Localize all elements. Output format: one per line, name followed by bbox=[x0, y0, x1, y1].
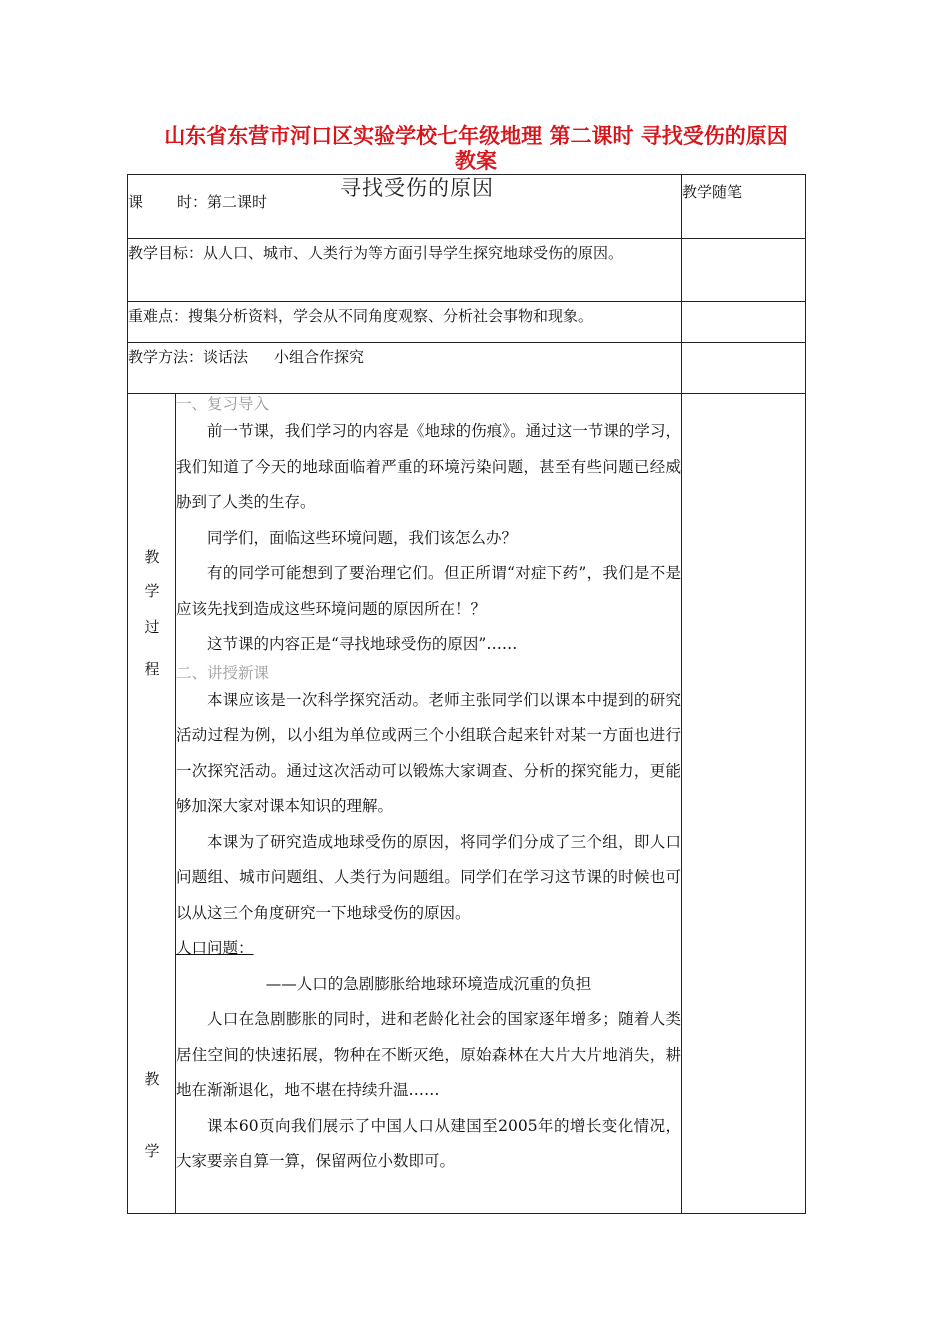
notes-column bbox=[682, 394, 806, 1214]
teaching-method-label: 教学方法：谈话法 bbox=[128, 348, 249, 366]
paragraph: 前一节课，我们学习的内容是《地球的伤痕》。通过这一节课的学习，我们知道了今天的地球面临着严重的环境污染问题，甚至有些问题已经威胁到了人类的生存。 bbox=[176, 422, 682, 511]
teaching-objective: 教学目标：从人口、城市、人类行为等方面引导学生探究地球受伤的原因。 bbox=[128, 244, 624, 262]
key-points-row bbox=[128, 302, 806, 343]
method-row bbox=[128, 343, 806, 394]
side-char: 教 bbox=[144, 1070, 160, 1088]
paragraph: 本课为了研究造成地球受伤的原因，将同学们分成了三个组，即人口问题组、城市问题组、人类行为问题组。同学们在学习这节课的时候也可以从这三个角度研究一下地球受伤的原因。 bbox=[176, 832, 682, 922]
key-points: 重难点：搜集分析资料，学会从不同角度观察、分析社会事物和现象。 bbox=[128, 307, 594, 325]
lesson-content bbox=[176, 394, 682, 1214]
period-value: ：第二课时 bbox=[192, 193, 268, 211]
process-row bbox=[128, 394, 806, 1214]
side-char: 学 bbox=[144, 582, 160, 600]
notes-header: 教学随笔 bbox=[682, 183, 743, 201]
paragraph: 有的同学可能想到了要治理它们。但正所谓“对症下药”，我们是不是应该先找到造成这些环境问题的原因所在！？ bbox=[176, 564, 682, 618]
side-char: 过 bbox=[144, 618, 160, 636]
period-label: 课 bbox=[128, 193, 144, 211]
paragraph: 人口在急剧膨胀的同时，进和老龄化社会的国家逐年增多；随着人类居住空间的快速拓展，物种在不断灭绝，原始森林在大片大片地消失，耕地在渐渐退化，地不堪在持续升温…… bbox=[176, 1010, 682, 1099]
subtitle-overlay: 寻找受伤的原因 bbox=[340, 176, 494, 200]
lesson-plan-table bbox=[127, 174, 806, 1214]
side-char: 学 bbox=[144, 1142, 160, 1160]
side-char: 程 bbox=[144, 660, 160, 678]
population-heading bbox=[176, 931, 681, 967]
paragraph: 课本60页向我们展示了中国人口从建国至2005年的增长变化情况，大家要亲自算一算，保留两位小数即可。 bbox=[176, 1116, 682, 1170]
objective-row bbox=[128, 239, 806, 302]
section-heading: 二、讲授新课 bbox=[176, 663, 270, 682]
teaching-method-value: 小组合作探究 bbox=[274, 348, 365, 366]
paragraph: 这节课的内容正是“寻找地球受伤的原因”…… bbox=[207, 635, 518, 653]
population-subheading: ——人口的急剧膨胀给地球环境造成沉重的负担 bbox=[265, 974, 592, 993]
period-label-b: 时 bbox=[177, 193, 193, 211]
side-label-column bbox=[128, 394, 176, 1214]
document-title-line1: 山东省东营市河口区实验学校七年级地理 第二课时 寻找受伤的原因 bbox=[164, 124, 788, 148]
document-title-line2: 教案 bbox=[455, 149, 497, 173]
side-char: 教 bbox=[144, 548, 160, 566]
population-heading-text: 人口问题： bbox=[176, 939, 254, 957]
paragraph: 本课应该是一次科学探究活动。老师主张同学们以课本中提到的研究活动过程为例，以小组为单位或两三个小组联合起来针对某一方面也进行一次探究活动。通过这次活动可以锻炼大家调查、分析的探究能力，更能够加深大家对课本知识的理解。 bbox=[176, 690, 682, 815]
section-heading: 一、复习导入 bbox=[176, 395, 270, 413]
paragraph: 同学们，面临这些环境问题，我们该怎么办？ bbox=[207, 528, 518, 547]
